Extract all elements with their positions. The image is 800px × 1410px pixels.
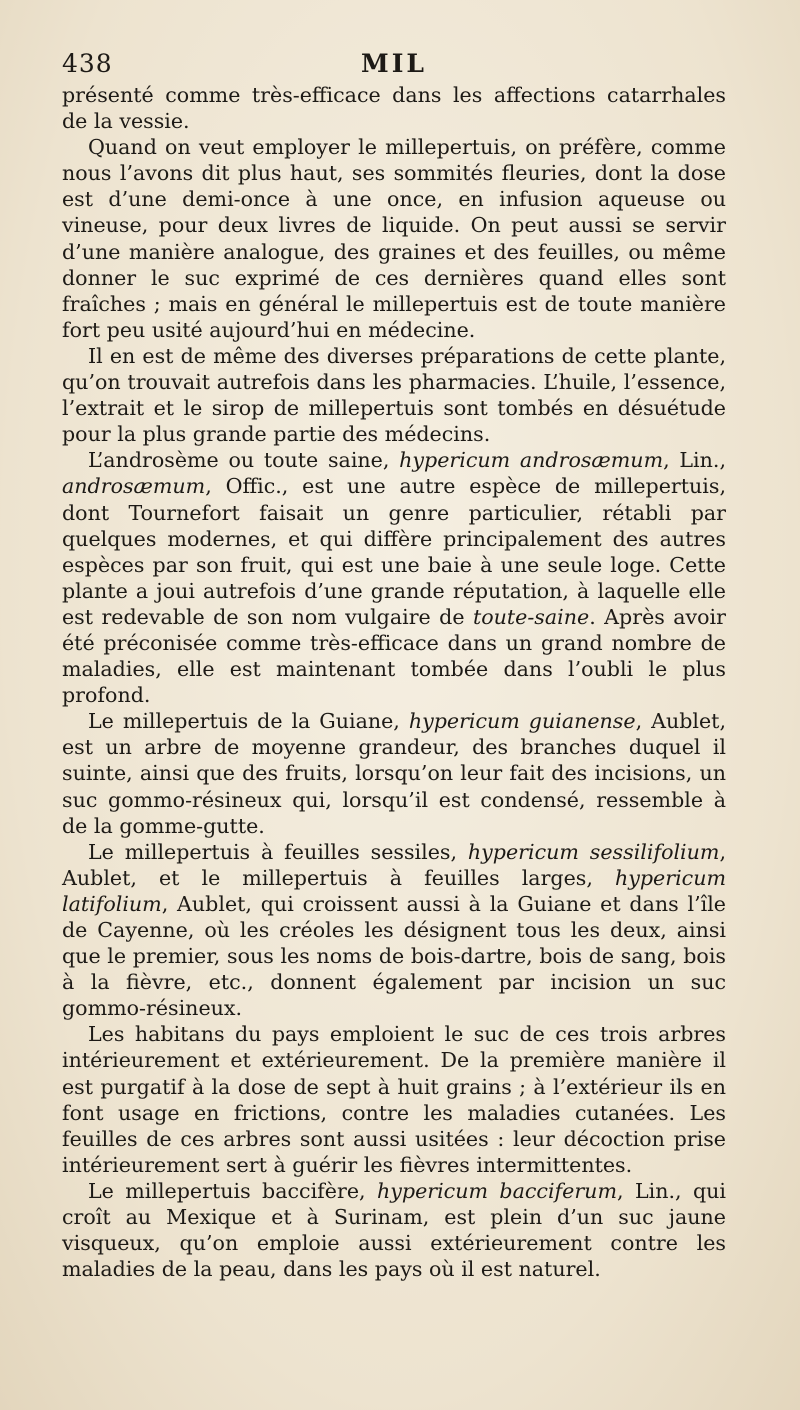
text-run: , Offic., est une autre espèce de millepertuis, dont Tournefort faisait un genre particulier, rétabli par quelques modernes, et qui diffère principalement des autres espèces par son fruit, qui est une baie à une seule loge. Cette plante a joui autrefois d’une grande réputation, à laquelle elle est redevable de son nom vulgaire de (62, 474, 726, 629)
text-run: , Aublet, est un arbre de moyenne grandeur, des branches duquel il suinte, ainsi que des fruits, lorsqu’on leur fait des incisions, un suc gommo-résineux qui, lorsqu’il est condensé, ressemble à de la gomme-gutte. (62, 709, 726, 838)
text-run: , Lin., (663, 448, 727, 473)
page-number: 438 (62, 49, 113, 78)
text-run: Le millepertuis baccifère, (88, 1178, 377, 1203)
italic-term: hypericum sessilifolium (467, 839, 720, 864)
text-run: Les habitans du pays emploient le suc de ces trois arbres intérieurement et extérieurement. De la première manière il est purgatif à la dose de sept à huit grains ; à l’extérieur ils en font usage en frictions, contre les maladies cutanées. Les feuilles de ces arbres sont aussi usitées : leur décoction prise intérieurement sert à guérir les fièvres intermittentes. (62, 1022, 726, 1177)
italic-term: hypericum latifolium (62, 865, 726, 916)
text-run: , Aublet, et le millepertuis à feuilles larges, (62, 839, 726, 890)
paragraph (62, 447, 726, 708)
running-head: MIL (361, 49, 427, 78)
text-run: Le millepertuis à feuilles sessiles, (88, 839, 468, 864)
page-header (62, 44, 726, 84)
italic-term: androsæmum (62, 474, 206, 499)
paragraph (62, 82, 726, 134)
italic-term: toute-saine (472, 604, 590, 629)
text-run: Quand on veut employer le millepertuis, on préfère, comme nous l’avons dit plus haut, ses sommités fleuries, dont la dose est d’une demi-once à une once, en infusion aqueuse ou vineuse, pour deux livres de liquide. On peut aussi se servir d’une manière analogue, des graines et des feuilles, ou même donner le suc exprimé de ces dernières quand elles sont fraîches ; mais en général le millepertuis est de toute manière fort peu usité aujourd’hui en médecine. (62, 135, 726, 342)
text-run: Il en est de même des diverses préparations de cette plante, qu’on trouvait autrefois dans les pharmacies. L’huile, l’essence, l’extrait et le sirop de millepertuis sont tombés en désuétude pour la plus grande partie des médecins. (62, 343, 726, 447)
text-run: . Après avoir été préconisée comme très-efficace dans un grand nombre de maladies, elle est maintenant tombée dans l’oubli le plus profond. (62, 604, 726, 708)
text-run: Le millepertuis de la Guiane, (88, 709, 409, 734)
text-run: présenté comme très-efficace dans les affections catarrhales de la vessie. (62, 83, 726, 134)
paragraph (62, 839, 726, 1022)
text-run: , Lin., qui croît au Mexique et à Surinam, est plein d’un suc jaune visqueux, qu’on emploie aussi extérieurement contre les maladies de la peau, dans les pays où il est naturel. (62, 1178, 726, 1282)
paragraph (62, 708, 726, 838)
paragraph (62, 1021, 726, 1178)
italic-term: hypericum guianense (408, 709, 636, 734)
text-run: , Aublet, qui croissent aussi à la Guiane et dans l’île de Cayenne, où les créoles les désignent tous les deux, ainsi que le premier, sous les noms de bois-dartre, bois de sang, bois à la fièvre, etc., donnent également par incision un suc gommo-résineux. (62, 891, 726, 1021)
italic-term: hypericum bacciferum (376, 1178, 617, 1203)
paragraph (62, 134, 726, 343)
paragraph (62, 1178, 726, 1282)
text-run: L’androsème ou toute saine, (88, 448, 400, 473)
paragraph (62, 343, 726, 447)
italic-term: hypericum androsæmum (399, 448, 664, 473)
body-text (62, 82, 726, 1282)
